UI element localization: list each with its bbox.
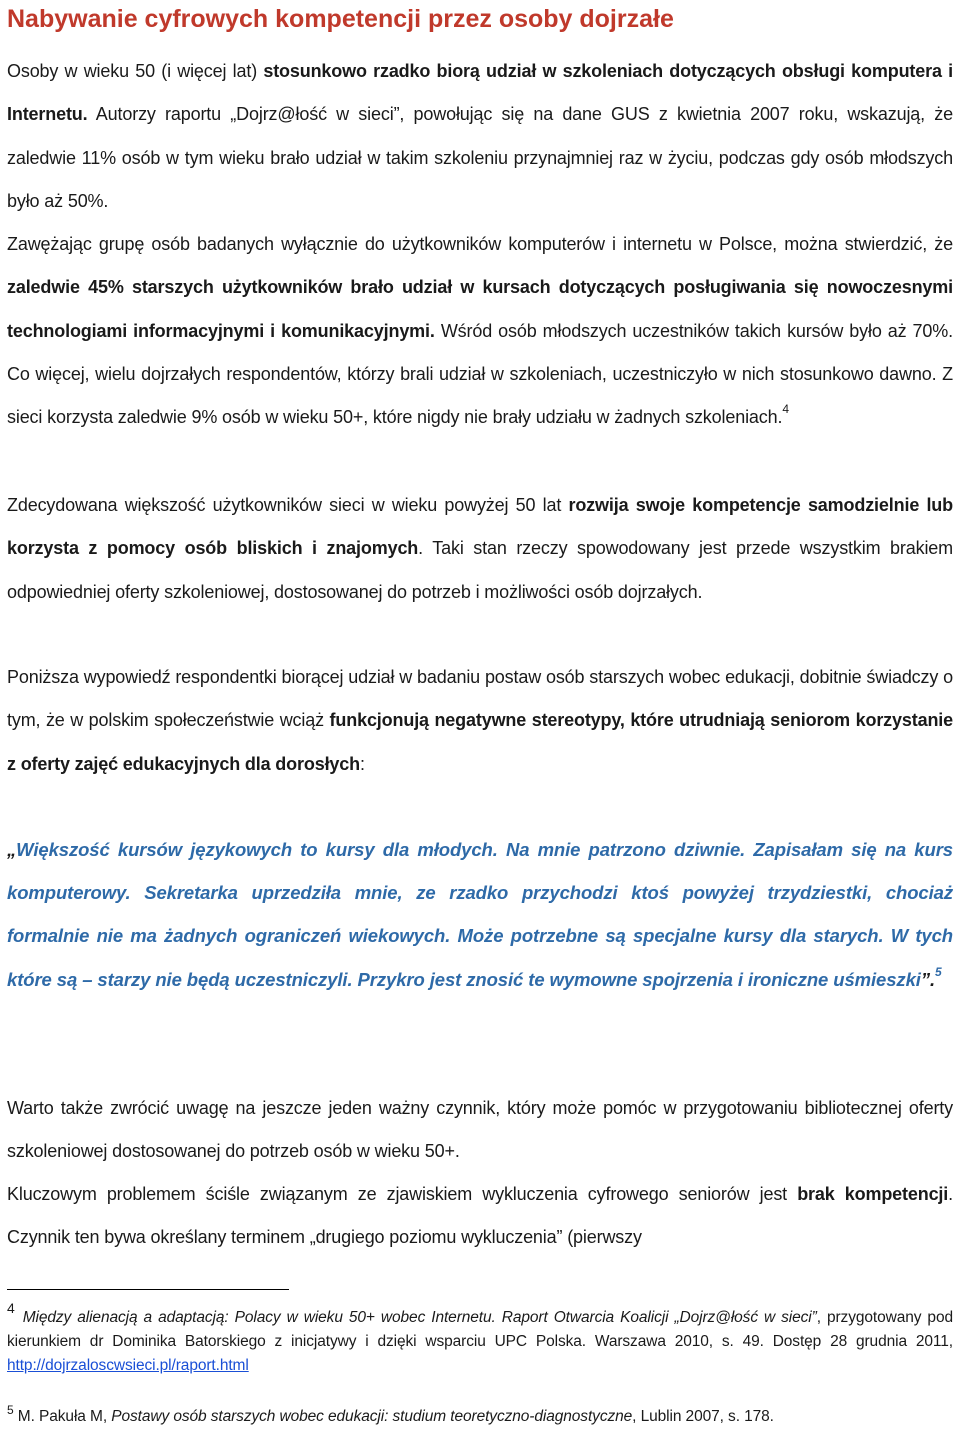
report-link[interactable]: http://dojrzaloscwsieci.pl/raport.html: [7, 1357, 249, 1374]
footnote-5: [7, 1405, 953, 1429]
footnote-text: , przygotowany pod kierunkiem dr Dominika Batorskiego z inicjatywy i dzięki wsparciu UPC Polska. Warszawa 2010, s. 49. Dostęp 28 grudnia 2011,: [7, 1309, 953, 1350]
footnote-reference-5[interactable]: 5: [935, 964, 942, 979]
paragraph-text: Zawężając grupę osób badanych wyłącznie do użytkowników komputerów i internetu w Polsce, można stwierdzić, że: [7, 234, 953, 254]
paragraph-text: Poniższa wypowiedź respondentki biorącej udział w badaniu postaw osób starszych wobec edukacji, dobitnie świadczy o tym, że w polskim społeczeństwie wciąż: [7, 667, 953, 731]
respondent-quote: [7, 828, 953, 1001]
footnote-title: Postawy osób starszych wobec edukacji: studium teoretyczno-diagnostyczne: [111, 1408, 633, 1425]
paragraph-emphasis: funkcjonują negatywne stereotypy, które utrudniają seniorom korzystanie z oferty zajęć edukacyjnych dla dorosłych: [7, 710, 954, 774]
paragraph-text: Autorzy raportu „Dojrz@łość w sieci”, powołując się na dane GUS z kwietnia 2007 roku, wskazują, że zaledwie 11% osób w tym wieku brało udział w takim szkoleniu przynajmniej raz w życiu, podczas gdy osób młodszych było aż 50%.: [7, 104, 953, 211]
quote-open-mark: „: [7, 839, 17, 860]
paragraph-emphasis: brak kompetencji: [797, 1184, 949, 1204]
paragraph-emphasis: rozwija swoje kompetencje samodzielnie lub korzysta z pomocy osób bliskich i znajomych: [7, 495, 953, 559]
paragraph-5: [7, 1087, 953, 1174]
footnote-text: M. Pakuła M,: [13, 1408, 112, 1425]
paragraph-text: :: [359, 753, 365, 774]
paragraph-emphasis: stosunkowo rzadko biorą udział w szkoleniach dotyczących obsługi komputera i Internetu.: [7, 61, 953, 125]
paragraph-text: . Czynnik ten bywa określany terminem „drugiego poziomu wykluczenia” (pierwszy: [7, 1184, 953, 1248]
paragraph-text: Zdecydowana większość użytkowników sieci w wieku powyżej 50 lat: [7, 495, 569, 515]
paragraph-text: Warto także zwrócić uwagę na jeszcze jeden ważny czynnik, który może pomóc w przygotowaniu bibliotecznej oferty szkoleniowej dostosowanej do potrzeb osób w wieku 50+.: [7, 1098, 953, 1162]
paragraph-4: [7, 656, 953, 786]
paragraph-3: [7, 484, 953, 614]
quote-close-mark: ”.: [920, 968, 936, 990]
paragraph-2: [7, 223, 953, 439]
paragraph-text: Osoby w wieku 50 (i więcej lat): [7, 61, 264, 81]
paragraph-text: Kluczowym problemem ściśle związanym ze zjawiskiem wykluczenia cyfrowego seniorów jest: [7, 1184, 798, 1204]
footnote-divider: [7, 1289, 289, 1290]
footnote-title: Między alienacją a adaptacją: Polacy w wieku 50+ wobec Internetu. Raport Otwarcia Koalicji „Dojrz@łość w sieci”: [22, 1309, 817, 1326]
footnote-mark: 5: [7, 1403, 14, 1417]
footnote-text: , Lublin 2007, s. 178.: [632, 1408, 774, 1425]
footnote-4: [7, 1300, 953, 1378]
paragraph-text: . Taki stan rzeczy spowodowany jest przede wszystkim brakiem odpowiedniej oferty szkoleniowej, dostosowanej do potrzeb i możliwości osób dojrzałych.: [7, 538, 954, 602]
paragraph-6: [7, 1173, 953, 1260]
paragraph-emphasis: zaledwie 45% starszych użytkowników brało udział w kursach dotyczących posługiwania się nowoczesnymi technologiami informacyjnymi i komunikacyjnymi.: [7, 277, 953, 341]
paragraph-1: [7, 50, 953, 223]
footnote-reference-4[interactable]: 4: [782, 402, 789, 417]
footnote-mark: 4: [7, 1300, 15, 1316]
paragraph-text: Wśród osób młodszych uczestników takich kursów było aż 70%. Co więcej, wielu dojrzałych respondentów, którzy brali udział w szkoleniach, uczestniczyło w nich stosunkowo dawno. Z sieci korzysta zaledwie 9% osób w wieku 50+, które nigdy nie brały udziału w żadnych szkoleniach.: [7, 320, 953, 428]
quote-text: Większość kursów językowych to kursy dla młodych. Na mnie patrzono dziwnie. Zapisałam się na kurs komputerowy. Sekretarka uprzedziła mnie, ze rzadko przychodzi ktoś powyżej trzydziestki, chociaż formalnie nie ma żadnych ograniczeń wiekowych. Może potrzebne są specjalne kursy dla starych. W tych które są – starzy nie będą uczestniczyli. Przykro jest znosić te wymowne spojrzenia i ironiczne uśmieszki: [7, 839, 953, 990]
page-title: Nabywanie cyfrowych kompetencji przez osoby dojrzałe: [7, 5, 674, 33]
